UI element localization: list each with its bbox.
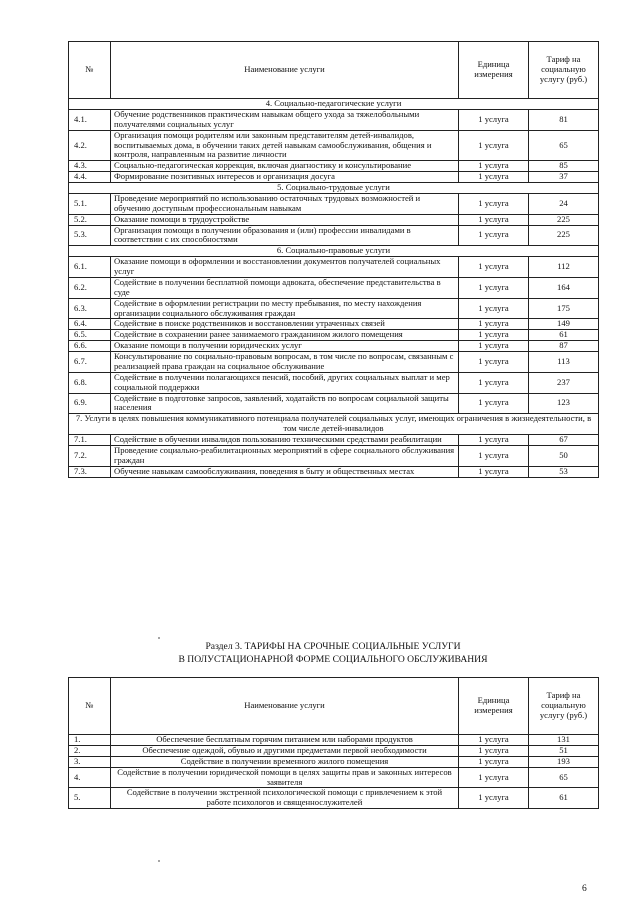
- unit-of-measure: 1 услуга: [459, 225, 529, 246]
- service-number: 4.2.: [69, 130, 111, 161]
- service-name: Содействие в получении временного жилого помещения: [111, 756, 459, 767]
- tariff-value: 67: [529, 435, 599, 446]
- tariff-value: 37: [529, 172, 599, 183]
- table-row: [69, 109, 599, 130]
- unit-of-measure: 1 услуга: [459, 214, 529, 225]
- service-number: 6.3.: [69, 298, 111, 319]
- unit-of-measure: 1 услуга: [459, 756, 529, 767]
- section-title: 7. Услуги в целях повышения коммуникативного потенциала получателей социальных услуг, имеющих ограничения в жизнедеятельности, в том числе детей-инвалидов: [69, 414, 599, 435]
- table-row: [69, 745, 599, 756]
- table-row: [69, 277, 599, 298]
- tariff-value: 225: [529, 225, 599, 246]
- table-row: [69, 130, 599, 161]
- section-3-heading-line-1: Раздел 3. ТАРИФЫ НА СРОЧНЫЕ СОЦИАЛЬНЫЕ УСЛУГИ: [205, 641, 461, 652]
- service-number: 7.1.: [69, 435, 111, 446]
- service-name: Социально-педагогическая коррекция, включая диагностику и консультирование: [111, 161, 459, 172]
- column-header-number: №: [69, 42, 111, 99]
- unit-of-measure: 1 услуга: [459, 341, 529, 352]
- service-name: Обеспечение одеждой, обувью и другими предметами первой необходимости: [111, 745, 459, 756]
- service-name: Содействие в получении экстренной психологической помощи с привлечением к этой работе психологов и священнослужителей: [111, 788, 459, 809]
- tariff-value: 51: [529, 745, 599, 756]
- unit-of-measure: 1 услуга: [459, 277, 529, 298]
- service-name: Содействие в подготовке запросов, заявлений, ходатайств по вопросам социальной защиты населения: [111, 393, 459, 414]
- table-row: [69, 193, 599, 214]
- service-name: Содействие в получении полагающихся пенсий, пособий, других социальных выплат и мер социальной поддержки: [111, 372, 459, 393]
- unit-of-measure: 1 услуга: [459, 767, 529, 788]
- table-row: [69, 257, 599, 278]
- tariff-value: 164: [529, 277, 599, 298]
- tariff-value: 61: [529, 330, 599, 341]
- tariff-value: 50: [529, 445, 599, 466]
- service-name: Содействие в получении бесплатной помощи адвоката, обеспечение представительства в суде: [111, 277, 459, 298]
- service-number: 5.2.: [69, 214, 111, 225]
- service-number: 2.: [69, 745, 111, 756]
- service-name: Обучение родственников практическим навыкам общего ухода за тяжелобольными получателями социальных услуг: [111, 109, 459, 130]
- unit-of-measure: 1 услуга: [459, 257, 529, 278]
- table-row: [69, 319, 599, 330]
- unit-of-measure: 1 услуга: [459, 466, 529, 477]
- service-number: 5.1.: [69, 193, 111, 214]
- unit-of-measure: 1 услуга: [459, 788, 529, 809]
- table-body: [69, 99, 599, 478]
- service-number: 7.2.: [69, 445, 111, 466]
- tariff-value: 81: [529, 109, 599, 130]
- service-number: 6.9.: [69, 393, 111, 414]
- column-header-unit: Единица измерения: [459, 678, 529, 735]
- unit-of-measure: 1 услуга: [459, 109, 529, 130]
- unit-of-measure: 1 услуга: [459, 435, 529, 446]
- service-name: Содействие в поиске родственников и восстановлении утраченных связей: [111, 319, 459, 330]
- tariff-value: 65: [529, 130, 599, 161]
- service-name: Содействие в получении юридической помощи в целях защиты прав и законных интересов заявителя: [111, 767, 459, 788]
- tariff-value: 24: [529, 193, 599, 214]
- column-header-unit: Единица измерения: [459, 42, 529, 99]
- tariff-table-sections-4-7: [68, 41, 599, 478]
- service-number: 7.3.: [69, 466, 111, 477]
- table-row: [69, 330, 599, 341]
- tariff-value: 131: [529, 735, 599, 746]
- service-name: Консультирование по социально-правовым вопросам, в том числе по вопросам, связанным с реализацией права граждан на социальное обслуживание: [111, 352, 459, 373]
- service-name: Оказание помощи в трудоустройстве: [111, 214, 459, 225]
- table-row: [69, 341, 599, 352]
- section-title-row: [69, 246, 599, 257]
- tariff-value: 175: [529, 298, 599, 319]
- service-number: 6.4.: [69, 319, 111, 330]
- section-title-row: [69, 99, 599, 110]
- section-3-heading-line-2: В ПОЛУСТАЦИОНАРНОЙ ФОРМЕ СОЦИАЛЬНОГО ОБСЛУЖИВАНИЯ: [178, 653, 488, 665]
- unit-of-measure: 1 услуга: [459, 298, 529, 319]
- tariff-value: 123: [529, 393, 599, 414]
- unit-of-measure: 1 услуга: [459, 745, 529, 756]
- service-name: Содействие в обучении инвалидов пользованию техническими средствами реабилитации: [111, 435, 459, 446]
- table-row: [69, 352, 599, 373]
- urgent-services-tariff-table: [68, 677, 599, 809]
- table-row: [69, 214, 599, 225]
- table-row: [69, 435, 599, 446]
- tariff-value: 65: [529, 767, 599, 788]
- tariff-value: 85: [529, 161, 599, 172]
- unit-of-measure: 1 услуга: [459, 172, 529, 183]
- service-number: 5.: [69, 788, 111, 809]
- tariff-value: 87: [529, 341, 599, 352]
- service-name: Содействие в оформлении регистрации по месту пребывания, по месту нахождения организации социального обслуживания граждан: [111, 298, 459, 319]
- service-number: 4.4.: [69, 172, 111, 183]
- table-header-row: [69, 678, 599, 735]
- section-title: 6. Социально-правовые услуги: [69, 246, 599, 257]
- service-number: 1.: [69, 735, 111, 746]
- unit-of-measure: 1 услуга: [459, 193, 529, 214]
- column-header-service-name: Наименование услуги: [111, 42, 459, 99]
- service-name: Организация помощи родителям или законным представителям детей-инвалидов, воспитываемых дома, в обучении таких детей навыкам самообслуживания, общения и контроля, направленным на развитие личности: [111, 130, 459, 161]
- table-row: [69, 225, 599, 246]
- column-header-tariff: Тариф на социальную услугу (руб.): [529, 678, 599, 735]
- table-row: [69, 445, 599, 466]
- section-title-row: [69, 414, 599, 435]
- service-number: 4.1.: [69, 109, 111, 130]
- tariff-value: 149: [529, 319, 599, 330]
- column-header-service-name: Наименование услуги: [111, 678, 459, 735]
- unit-of-measure: 1 услуга: [459, 393, 529, 414]
- tariff-value: 193: [529, 756, 599, 767]
- service-number: 4.3.: [69, 161, 111, 172]
- service-name: Организация помощи в получении образования и (или) профессии инвалидами в соответствии с их способностями: [111, 225, 459, 246]
- table-row: [69, 466, 599, 477]
- unit-of-measure: 1 услуга: [459, 372, 529, 393]
- unit-of-measure: 1 услуга: [459, 319, 529, 330]
- service-number: 6.2.: [69, 277, 111, 298]
- section-title: 4. Социально-педагогические услуги: [69, 99, 599, 110]
- scan-speck: [158, 637, 160, 639]
- service-name: Обеспечение бесплатным горячим питанием или наборами продуктов: [111, 735, 459, 746]
- service-name: Проведение мероприятий по использованию остаточных трудовых возможностей и обучению доступным профессиональным навыкам: [111, 193, 459, 214]
- service-name: Оказание помощи в получении юридических услуг: [111, 341, 459, 352]
- service-number: 5.3.: [69, 225, 111, 246]
- service-number: 3.: [69, 756, 111, 767]
- unit-of-measure: 1 услуга: [459, 735, 529, 746]
- service-number: 6.5.: [69, 330, 111, 341]
- table-row: [69, 756, 599, 767]
- service-name: Проведение социально-реабилитационных мероприятий в сфере социального обслуживания граждан: [111, 445, 459, 466]
- table-header-row: [69, 42, 599, 99]
- table-row: [69, 767, 599, 788]
- service-number: 4.: [69, 767, 111, 788]
- table-row: [69, 788, 599, 809]
- page-number: 6: [582, 884, 587, 894]
- table-row: [69, 298, 599, 319]
- service-number: 6.7.: [69, 352, 111, 373]
- service-name: Формирование позитивных интересов и организация досуга: [111, 172, 459, 183]
- tariff-value: 53: [529, 466, 599, 477]
- tariff-value: 225: [529, 214, 599, 225]
- section-title: 5. Социально-трудовые услуги: [69, 183, 599, 194]
- section-3-heading: [68, 641, 598, 667]
- section-title-row: [69, 183, 599, 194]
- scan-speck: [158, 860, 160, 862]
- service-number: 6.1.: [69, 257, 111, 278]
- service-number: 6.6.: [69, 341, 111, 352]
- service-number: 6.8.: [69, 372, 111, 393]
- column-header-number: №: [69, 678, 111, 735]
- table-row: [69, 393, 599, 414]
- tariff-value: 237: [529, 372, 599, 393]
- column-header-tariff: Тариф на социальную услугу (руб.): [529, 42, 599, 99]
- unit-of-measure: 1 услуга: [459, 352, 529, 373]
- tariff-value: 113: [529, 352, 599, 373]
- unit-of-measure: 1 услуга: [459, 161, 529, 172]
- service-name: Обучение навыкам самообслуживания, поведения в быту и общественных местах: [111, 466, 459, 477]
- tariff-value: 61: [529, 788, 599, 809]
- unit-of-measure: 1 услуга: [459, 130, 529, 161]
- table-body: [69, 735, 599, 809]
- unit-of-measure: 1 услуга: [459, 330, 529, 341]
- table-row: [69, 172, 599, 183]
- unit-of-measure: 1 услуга: [459, 445, 529, 466]
- tariff-value: 112: [529, 257, 599, 278]
- table-row: [69, 735, 599, 746]
- table-row: [69, 161, 599, 172]
- service-name: Содействие в сохранении ранее занимаемого гражданином жилого помещения: [111, 330, 459, 341]
- table-row: [69, 372, 599, 393]
- service-name: Оказание помощи в оформлении и восстановлении документов получателей социальных услуг: [111, 257, 459, 278]
